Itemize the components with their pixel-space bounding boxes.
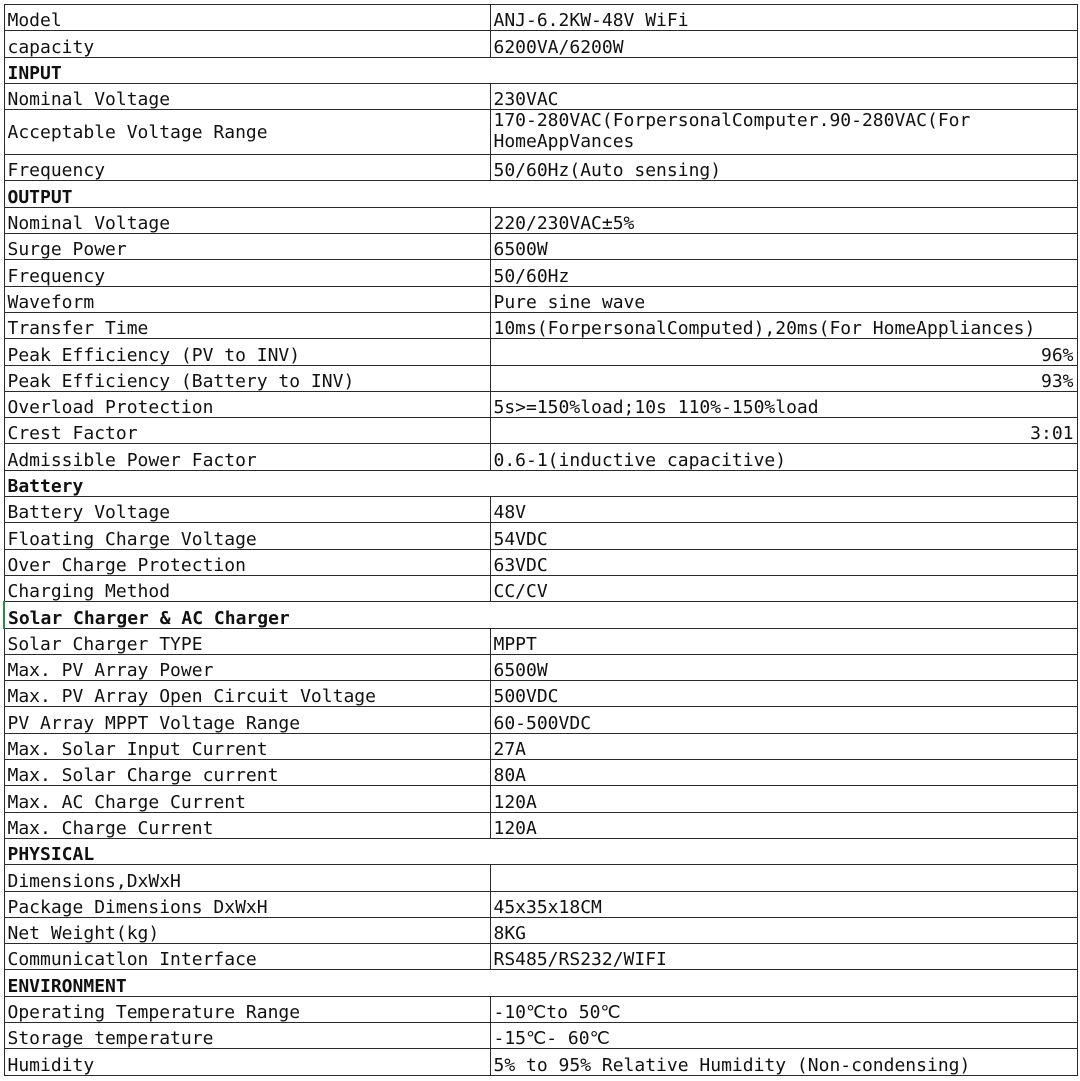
section-title: OUTPUT — [4, 181, 1077, 207]
spec-value: 50/60Hz — [490, 260, 1077, 286]
spec-row — [4, 418, 1077, 444]
spec-label: Floating Charge Voltage — [4, 523, 490, 549]
spec-row — [4, 207, 1077, 233]
spec-label: Transfer Time — [4, 312, 490, 338]
spec-value: 170-280VAC(ForpersonalComputer.90-280VAC(For HomeAppVances — [490, 110, 1077, 155]
spec-row — [4, 575, 1077, 601]
spec-value: 500VDC — [490, 681, 1077, 707]
spec-row — [4, 83, 1077, 109]
spec-row — [4, 312, 1077, 338]
spec-value: 6500W — [490, 234, 1077, 260]
spec-table — [3, 4, 1078, 1076]
spec-row — [4, 444, 1077, 470]
spec-value: 220/230VAC±5% — [490, 207, 1077, 233]
spec-value: -15℃- 60℃ — [490, 1022, 1077, 1048]
spec-label: Package Dimensions DxWxH — [4, 891, 490, 917]
spec-row — [4, 523, 1077, 549]
spec-label: Dimensions,DxWxH — [4, 865, 490, 891]
spec-label: Frequency — [4, 155, 490, 181]
section-header-row — [4, 970, 1077, 996]
spec-label: Peak Efficiency (Battery to INV) — [4, 365, 490, 391]
spec-value: CC/CV — [490, 575, 1077, 601]
spec-value: Pure sine wave — [490, 286, 1077, 312]
spec-label: PV Array MPPT Voltage Range — [4, 707, 490, 733]
spec-label: Max. Charge Current — [4, 812, 490, 838]
section-title: Solar Charger & AC Charger — [4, 602, 1077, 628]
spec-value: 54VDC — [490, 523, 1077, 549]
spec-value: RS485/RS232/WIFI — [490, 944, 1077, 970]
spec-row — [4, 944, 1077, 970]
spec-label: Waveform — [4, 286, 490, 312]
spec-value: 63VDC — [490, 549, 1077, 575]
section-header-row — [4, 470, 1077, 496]
spec-label: Model — [4, 5, 490, 31]
spec-row — [4, 917, 1077, 943]
spec-value: 120A — [490, 812, 1077, 838]
spec-value: 8KG — [490, 917, 1077, 943]
spec-value: 93% — [490, 365, 1077, 391]
spec-label: Max. PV Array Power — [4, 654, 490, 680]
spec-label: Frequency — [4, 260, 490, 286]
spec-value: 50/60Hz(Auto sensing) — [490, 155, 1077, 181]
spec-row — [4, 31, 1077, 57]
section-title: Battery — [4, 470, 1077, 496]
spec-row — [4, 996, 1077, 1022]
spec-label: Nominal Voltage — [4, 207, 490, 233]
spec-row — [4, 733, 1077, 759]
spec-row — [4, 1022, 1077, 1048]
section-header-row — [4, 602, 1077, 628]
spec-row — [4, 786, 1077, 812]
spec-label: Max. Solar Charge current — [4, 760, 490, 786]
spec-value: 96% — [490, 339, 1077, 365]
spec-value: 48V — [490, 497, 1077, 523]
spec-row — [4, 654, 1077, 680]
spec-value: -10℃to 50℃ — [490, 996, 1077, 1022]
section-header-row — [4, 57, 1077, 83]
spec-value: 27A — [490, 733, 1077, 759]
spec-label: Max. PV Array Open Circuit Voltage — [4, 681, 490, 707]
spec-row — [4, 497, 1077, 523]
spec-label: Net Weight(kg) — [4, 917, 490, 943]
spec-label: capacity — [4, 31, 490, 57]
spec-label: Humidity — [4, 1049, 490, 1075]
spec-row — [4, 812, 1077, 838]
spec-row — [4, 865, 1077, 891]
spec-row — [4, 760, 1077, 786]
spec-label: Admissible Power Factor — [4, 444, 490, 470]
spec-value: 6200VA/6200W — [490, 31, 1077, 57]
spec-value: 60-500VDC — [490, 707, 1077, 733]
spec-label: Max. AC Charge Current — [4, 786, 490, 812]
section-title: INPUT — [4, 57, 1077, 83]
spec-label: Operating Temperature Range — [4, 996, 490, 1022]
spec-row — [4, 110, 1077, 155]
spec-value: 5s>=150%load;10s 110%-150%load — [490, 391, 1077, 417]
section-header-row — [4, 181, 1077, 207]
section-title: ENVIRONMENT — [4, 970, 1077, 996]
spec-label: Nominal Voltage — [4, 83, 490, 109]
spec-row — [4, 549, 1077, 575]
spec-value: ANJ-6.2KW-48V WiFi — [490, 5, 1077, 31]
spec-label: Battery Voltage — [4, 497, 490, 523]
spec-value — [490, 865, 1077, 891]
spec-label: Overload Protection — [4, 391, 490, 417]
spec-value: 6500W — [490, 654, 1077, 680]
spec-row — [4, 339, 1077, 365]
spec-row — [4, 628, 1077, 654]
spec-row — [4, 391, 1077, 417]
spec-value: 3:01 — [490, 418, 1077, 444]
spec-label: Surge Power — [4, 234, 490, 260]
section-header-row — [4, 838, 1077, 864]
spec-row — [4, 707, 1077, 733]
section-title: PHYSICAL — [4, 838, 1077, 864]
spec-row — [4, 155, 1077, 181]
spec-label: Peak Efficiency (PV to INV) — [4, 339, 490, 365]
spec-row — [4, 286, 1077, 312]
spec-value: 80A — [490, 760, 1077, 786]
spec-value: 230VAC — [490, 83, 1077, 109]
spec-label: Over Charge Protection — [4, 549, 490, 575]
spec-row — [4, 365, 1077, 391]
spec-row — [4, 234, 1077, 260]
spec-value: 10ms(ForpersonalComputed),20ms(For HomeAppliances) — [490, 312, 1077, 338]
spec-label: Acceptable Voltage Range — [4, 110, 490, 155]
spec-row — [4, 681, 1077, 707]
spec-label: Charging Method — [4, 575, 490, 601]
spec-value: 0.6-1(inductive capacitive) — [490, 444, 1077, 470]
spec-value: 5% to 95% Relative Humidity (Non-condensing) — [490, 1049, 1077, 1075]
spec-table-body — [4, 5, 1077, 1076]
spec-label: Storage temperature — [4, 1022, 490, 1048]
spec-value: 120A — [490, 786, 1077, 812]
spec-row — [4, 260, 1077, 286]
spec-value: MPPT — [490, 628, 1077, 654]
spec-row — [4, 1049, 1077, 1075]
spec-row — [4, 5, 1077, 31]
spec-row — [4, 891, 1077, 917]
spec-label: Communicatlon Interface — [4, 944, 490, 970]
spec-label: Max. Solar Input Current — [4, 733, 490, 759]
spec-label: Crest Factor — [4, 418, 490, 444]
spec-label: Solar Charger TYPE — [4, 628, 490, 654]
spec-value: 45x35x18CM — [490, 891, 1077, 917]
